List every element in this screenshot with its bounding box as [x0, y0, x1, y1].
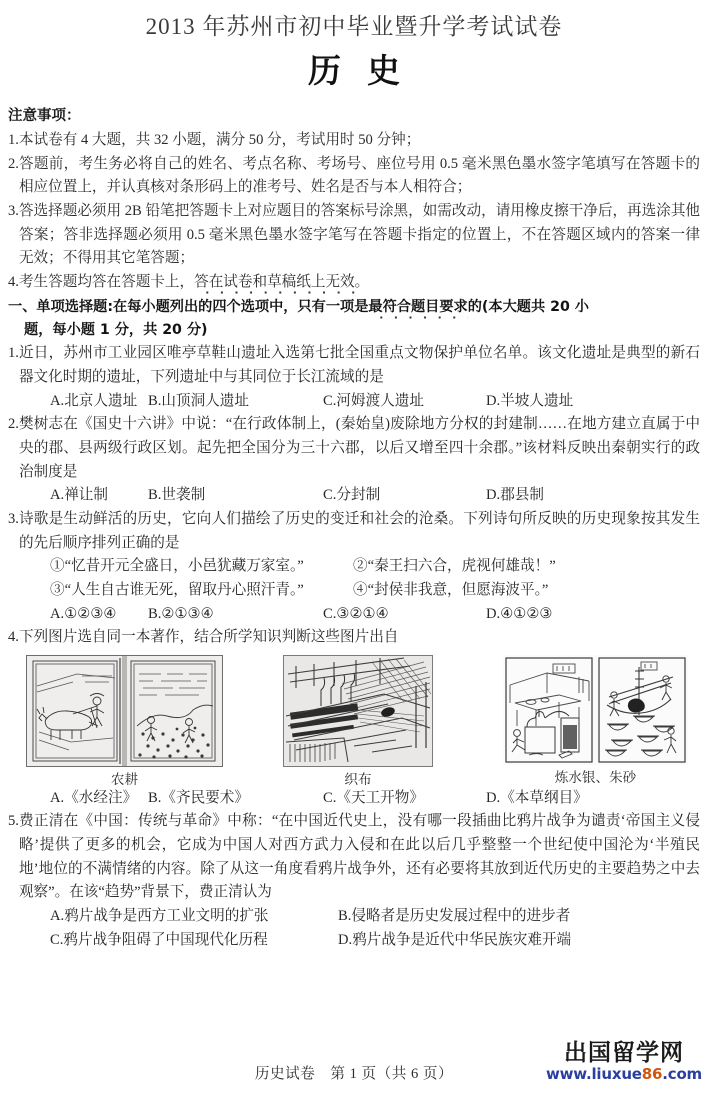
question-number: 1. — [8, 345, 19, 362]
option-b[interactable]: B.山顶洞人遗址 — [148, 392, 249, 409]
watermark-url-suffix: .com — [662, 1065, 702, 1083]
note-text: 答题前，考生务必将自己的姓名、考点名称、考场号、座位号用 0.5 毫米黑色墨水签字笔填写在答题卡的相应位置上，并认真核对条形码上的准考号、姓名是否与本人相符合； — [18, 155, 700, 196]
question-4-options — [8, 787, 700, 811]
question-3-poem-row-2 — [8, 579, 700, 603]
question-stem: 近日，苏州市工业园区唯亭草鞋山遗址入选第七批全国重点文物保护单位名单。该文化遗址是典型的新石器文化时期的遗址，下列遗址中与其同位于长江流域的是 — [18, 345, 700, 386]
question-2 — [8, 413, 700, 484]
note-text-suffix: 。 — [354, 273, 370, 290]
note-number: 4. — [8, 273, 19, 290]
question-2-options — [8, 484, 700, 508]
question-1-options — [8, 390, 700, 414]
note-item — [8, 153, 700, 200]
page-number-label: 历史试卷 第 1 页（共 6 页） — [254, 1066, 454, 1082]
section-desc-prefix: 在每小题列出的四个选项中，只有一项是 — [113, 299, 369, 316]
option-d[interactable]: D.郡县制 — [486, 487, 544, 504]
figure-caption: 农耕 — [110, 771, 139, 787]
option-d[interactable]: D.④①②③ — [486, 605, 553, 622]
question-3-options — [8, 603, 700, 627]
note-text-prefix: 考生答题均答在答题卡上， — [18, 273, 195, 290]
poem-line-2: ②“秦王扫六合，虎视何雄哉！” — [353, 558, 556, 575]
note-number: 1. — [8, 132, 19, 148]
mercury-refining-illustration-icon — [503, 655, 688, 765]
section-desc-line2: 题，每小题 1 分，共 20 分) — [24, 322, 208, 339]
note-item — [8, 200, 700, 271]
watermark — [546, 1042, 702, 1082]
question-1 — [8, 342, 700, 389]
note-text — [19, 271, 700, 295]
watermark-url-prefix: www.liuxue — [545, 1065, 642, 1083]
section-label: 一、单项选择题: — [8, 299, 113, 316]
option-b[interactable]: B.《齐民要术》 — [148, 789, 249, 806]
question-number: 4. — [8, 629, 19, 646]
option-c[interactable]: C.鸦片战争阻碍了中国现代化历程 — [50, 931, 268, 948]
section-heading — [8, 296, 700, 342]
question-3-poem-row-1 — [8, 555, 700, 579]
option-c[interactable]: C.《天工开物》 — [323, 789, 424, 806]
option-c[interactable]: C.③②①④ — [323, 605, 389, 622]
question-stem: 费正清在《中国：传统与革命》中称：“在中国近代史上，没有哪一段插曲比鸦片战争为谴责‘帝国主义侵略’提供了更多的机会，它成为中国人对西方武力入侵和在此以后几乎整整一个世纪使中国沦为‘半殖民地’地位的不满情绪的内容。除了从这一角度看鸦片战争外，还有必要将其放到近代历史的主要趋势之中去观察”。在该“趋势”背景下，费正清认为 — [18, 813, 700, 901]
page-footer — [0, 1040, 708, 1086]
note-number: 3. — [8, 202, 19, 219]
option-a[interactable]: A.《水经注》 — [50, 789, 138, 806]
weaving-loom-illustration-icon — [283, 655, 433, 767]
note-item — [8, 271, 700, 295]
option-a[interactable]: A.①②③④ — [50, 605, 117, 622]
section-desc-emphasis: 最符合题目要求 — [368, 299, 468, 316]
option-c[interactable]: C.河姆渡人遗址 — [323, 392, 424, 409]
figure-mercury — [503, 655, 688, 786]
poem-line-3: ③“人生自古谁无死，留取丹心照汗青。” — [50, 581, 304, 598]
note-item — [8, 129, 700, 153]
option-b[interactable]: B.世袭制 — [148, 487, 206, 504]
note-text-emphasis: 答在试卷和草稿纸上无效 — [194, 273, 355, 290]
question-number: 2. — [8, 416, 19, 433]
question-stem: 樊树志在《国史十六讲》中说：“在行政体制上，(秦始皇)废除地方分权的封建制……在地方建立直属于中央的郡、县两级行政区划。起先把全国分为三十六郡，以后又增至四十余郡。”该材料反映出秦朝实行的政治制度是 — [18, 416, 700, 480]
question-stem: 下列图片选自同一本著作，结合所学知识判断这些图片出自 — [18, 629, 399, 646]
section-desc-suffix: 的(本大题共 20 小 — [467, 299, 589, 316]
option-d[interactable]: D.半坡人遗址 — [486, 392, 574, 409]
question-stem: 诗歌是生动鲜活的历史，它向人们描绘了历史的变迁和社会的沧桑。下列诗句所反映的历史现象按其发生的先后顺序排列正确的是 — [18, 510, 700, 551]
option-a[interactable]: A.鸦片战争是西方工业文明的扩张 — [50, 908, 269, 925]
note-text: 答选择题必须用 2B 铅笔把答题卡上对应题目的答案标号涂黑，如需改动，请用橡皮擦干净后，再选涂其他答案；答非选择题必须用 0.5 毫米黑色墨水签字笔写在答题卡指定的位置上，不在答题区域内的答案一律无效；不得用其它笔答题； — [18, 202, 701, 267]
watermark-site-name: 出国留学网 — [563, 1040, 684, 1066]
farming-illustration-icon — [26, 655, 223, 767]
question-number: 5. — [8, 813, 19, 830]
option-a[interactable]: A.北京人遗址 — [50, 392, 138, 409]
option-a[interactable]: A.禅让制 — [50, 487, 108, 504]
question-4-figures — [8, 655, 700, 787]
option-d[interactable]: D.《本草纲目》 — [486, 789, 588, 806]
question-5-options-row-1 — [8, 905, 700, 929]
watermark-url-number: 86 — [641, 1065, 663, 1083]
page-title: 2013 年苏州市初中毕业暨升学考试试卷 — [145, 14, 563, 39]
question-5-options-row-2 — [8, 929, 700, 953]
poem-line-1: ①“忆昔开元全盛日，小邑犹藏万家室。” — [50, 558, 304, 575]
option-b[interactable]: B.侵略者是历史发展过程中的进步者 — [338, 908, 571, 925]
figure-weaving — [283, 655, 433, 788]
question-5 — [8, 810, 700, 905]
question-3 — [8, 508, 700, 555]
subject-title: 历史 — [308, 51, 426, 90]
option-b[interactable]: B.②①③④ — [148, 605, 214, 622]
exam-paper-page — [0, 8, 708, 1094]
note-text: 本试卷有 4 大题，共 32 小题，满分 50 分，考试用时 50 分钟； — [18, 132, 421, 148]
figure-caption: 织布 — [344, 771, 372, 787]
question-4 — [8, 626, 700, 650]
question-number: 3. — [8, 510, 19, 527]
note-number: 2. — [8, 155, 19, 172]
poem-line-4: ④“封侯非我意，但愿海波平。” — [353, 581, 549, 598]
option-c[interactable]: C.分封制 — [323, 487, 381, 504]
figure-farming — [26, 655, 223, 788]
notes-heading: 注意事项： — [8, 108, 81, 124]
figure-caption: 炼水银、朱砂 — [554, 769, 637, 785]
watermark-url — [546, 1067, 702, 1082]
option-d[interactable]: D.鸦片战争是近代中华民族灾难开端 — [338, 931, 572, 948]
